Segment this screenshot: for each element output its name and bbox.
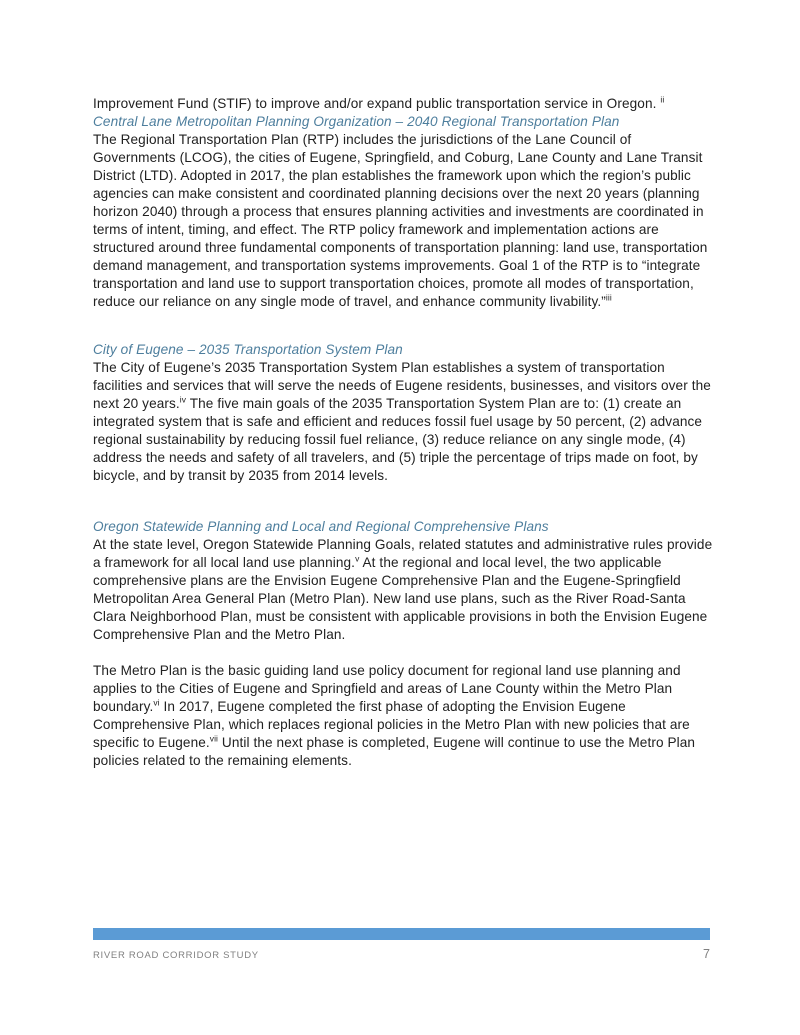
text-segment: At the regional and local level, the two applicable comprehensive plans are the Envision Eugene Comprehensive Plan and the Eugene-Springfield Metropolitan Area General Plan (Metro Plan). New land use plans, such as the River Road-Santa Clara Neighborhood Plan, must be consistent with applicable provisions in both the Envision Eugene Comprehensive Plan and the Metro Plan. [93, 555, 708, 642]
section-statewide-planning [93, 518, 713, 770]
section-city-of-eugene-tsp [93, 341, 713, 485]
text-segment: Until the next phase is completed, Eugene will continue to use the Metro Plan policies related to the remaining elements. [93, 735, 696, 768]
endnote-ref: v [355, 553, 360, 564]
page-content [93, 95, 713, 770]
endnote-ref: vii [209, 733, 219, 744]
section-central-lane-mpo [93, 113, 713, 311]
endnote-ref: ii [660, 94, 665, 105]
text-segment: The City of Eugene’s 2035 Transportation System Plan establishes a system of transportation facilities and services that will serve the needs of Eugene residents, businesses, and visitors over the next 20 years. [93, 360, 711, 411]
endnote-ref: iv [179, 394, 187, 405]
endnote-ref: iii [605, 292, 612, 303]
section-heading-central-lane-mpo: Central Lane Metropolitan Planning Organization – 2040 Regional Transportation Plan [93, 114, 620, 129]
intro-paragraph [93, 95, 713, 113]
text-segment: At the state level, Oregon Statewide Planning Goals, related statutes and administrative rules provide a framework for all local land use planning. [93, 537, 713, 570]
section-paragraph [93, 662, 713, 770]
section-paragraph [93, 536, 713, 644]
section-paragraph [93, 359, 713, 485]
text-segment: The Metro Plan is the basic guiding land use policy document for regional land use planning and applies to the Cities of Eugene and Springfield and areas of Lane County within the Metro Plan boundary. [93, 663, 681, 714]
footer-document-title: RIVER ROAD CORRIDOR STUDY [93, 950, 259, 961]
text-segment: The five main goals of the 2035 Transportation System Plan are to: (1) create an integrated system that is safe and efficient and reduces fossil fuel usage by 50 percent, (2) advance regional sustainability by reducing fossil fuel reliance, (3) reduce reliance on any single mode, (4) address the needs and safety of all travelers, and (5) triple the percentage of trips made on foot, by bicycle, and by transit by 2035 from 2014 levels. [93, 396, 703, 483]
text-segment: The Regional Transportation Plan (RTP) includes the jurisdictions of the Lane Council of Governments (LCOG), the cities of Eugene, Springfield, and Coburg, Lane County and Lane Transit District (LTD). Adopted in 2017, the plan establishes the framework upon which the region’s public agencies can make consistent and coordinated planning decisions over the next 20 years (planning horizon 2040) through a process that ensures planning activities and investments are coordinated in terms of intent, timing, and effect. The RTP policy framework and implementation actions are structured around three fundamental components of transportation planning: land use, transportation demand management, and transportation systems improvements. Goal 1 of the RTP is to “integrate transportation and land use to support transportation choices, promote all modes of transportation, reduce our reliance on any single mode of travel, and enhance community livability.” [93, 132, 708, 309]
text-segment: In 2017, Eugene completed the first phase of adopting the Envision Eugene Comprehensive Plan, which replaces regional policies in the Metro Plan with new policies that are specific to Eugene. [93, 699, 690, 750]
page-footer [93, 947, 710, 963]
endnote-ref: vi [153, 697, 160, 708]
footer-page-number: 7 [703, 947, 710, 961]
section-heading-statewide-planning: Oregon Statewide Planning and Local and Regional Comprehensive Plans [93, 519, 549, 534]
footer-accent-bar [93, 928, 710, 940]
section-paragraph [93, 131, 713, 311]
section-heading-city-of-eugene-tsp: City of Eugene – 2035 Transportation System Plan [93, 342, 403, 357]
text-segment: Improvement Fund (STIF) to improve and/or expand public transportation service in Oregon. [93, 96, 661, 111]
